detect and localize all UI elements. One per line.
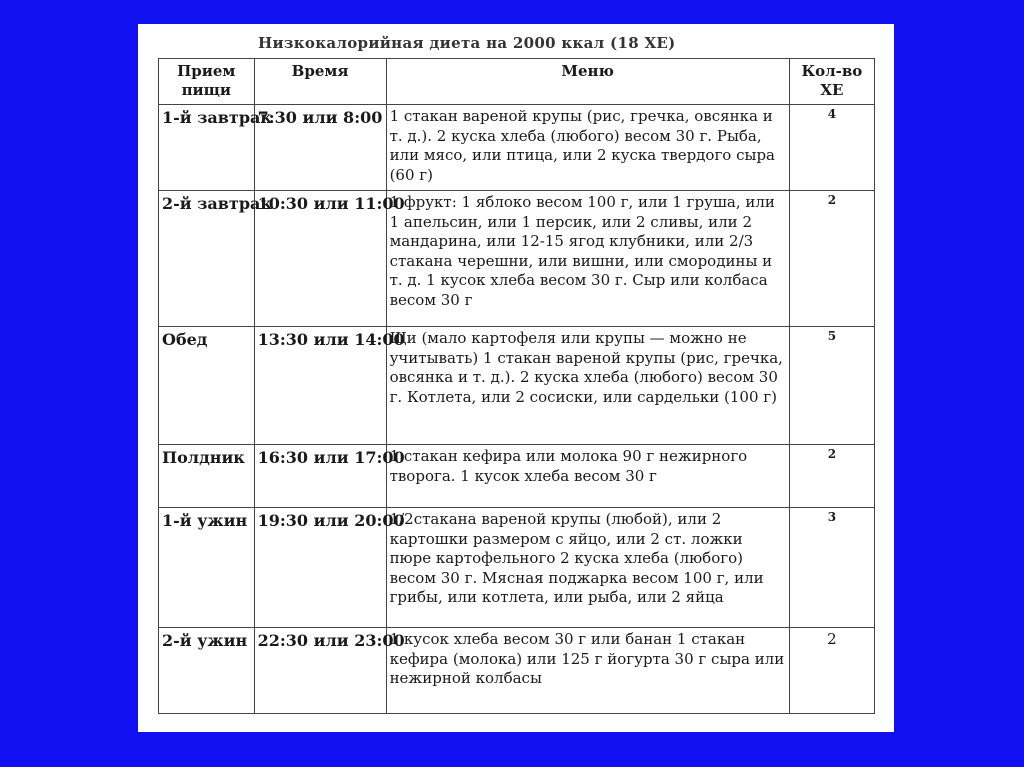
meal-cell: Обед — [159, 327, 255, 445]
table-row — [159, 508, 875, 628]
header-time: Время — [254, 59, 386, 105]
meal-cell: 2-й завтрак — [159, 191, 255, 327]
table-row — [159, 445, 875, 508]
menu-cell: Щи (мало картофеля или крупы — можно не учитывать) 1 стакан вареной крупы (рис, гречка, овсянка и т. д.). 2 куска хлеба (любого) весом 30 г. Котлета, или 2 сосиски, или сардельки (100 г) — [386, 327, 789, 445]
time-cell: 19:30 или 20:00 — [254, 508, 386, 628]
meal-cell: Полдник — [159, 445, 255, 508]
header-xe: Кол-во ХЕ — [789, 59, 874, 105]
table-header-row — [159, 59, 875, 105]
xe-cell: 5 — [789, 327, 874, 445]
menu-cell: 1 кусок хлеба весом 30 г или банан 1 стакан кефира (молока) или 125 г йогурта 30 г сыра или нежирной колбасы — [386, 628, 789, 714]
table-row — [159, 628, 875, 714]
time-cell: 22:30 или 23:00 — [254, 628, 386, 714]
table-row — [159, 105, 875, 191]
time-cell: 13:30 или 14:00 — [254, 327, 386, 445]
meal-cell: 1-й завтрак — [159, 105, 255, 191]
meal-cell: 2-й ужин — [159, 628, 255, 714]
menu-cell: 1 стакан кефира или молока 90 г нежирного творога. 1 кусок хлеба весом 30 г — [386, 445, 789, 508]
time-cell: 16:30 или 17:00 — [254, 445, 386, 508]
document-sheet — [138, 24, 894, 732]
time-cell: 7:30 или 8:00 — [254, 105, 386, 191]
xe-cell: 2 — [789, 628, 874, 714]
menu-cell: 1/2стакана вареной крупы (любой), или 2 картошки размером с яйцо, или 2 ст. ложки пюре картофельного 2 куска хлеба (любого) весом 30 г. Мясная поджарка весом 100 г, или грибы, или котлета, или рыба, или 2 яйца — [386, 508, 789, 628]
header-meal: Прием пищи — [159, 59, 255, 105]
header-menu: Меню — [386, 59, 789, 105]
diet-table — [158, 58, 875, 714]
meal-cell: 1-й ужин — [159, 508, 255, 628]
menu-cell: 1 стакан вареной крупы (рис, гречка, овсянка и т. д.). 2 куска хлеба (любого) весом 30 г. Рыба, или мясо, или птица, или 2 куска твердого сыра (60 г) — [386, 105, 789, 191]
menu-cell: 1 фрукт: 1 яблоко весом 100 г, или 1 груша, или 1 апельсин, или 1 персик, или 2 сливы, или 2 мандарина, или 12-15 ягод клубники, или 2/3 стакана черешни, или вишни, или смородины и т. д. 1 кусок хлеба весом 30 г. Сыр или колбаса весом 30 г — [386, 191, 789, 327]
xe-cell: 3 — [789, 508, 874, 628]
xe-cell: 2 — [789, 191, 874, 327]
time-cell: 10:30 или 11:00 — [254, 191, 386, 327]
document-title: Низкокалорийная диета на 2000 ккал (18 ХЕ) — [258, 34, 676, 52]
table-row — [159, 191, 875, 327]
xe-cell: 2 — [789, 445, 874, 508]
table-row — [159, 327, 875, 445]
xe-cell: 4 — [789, 105, 874, 191]
